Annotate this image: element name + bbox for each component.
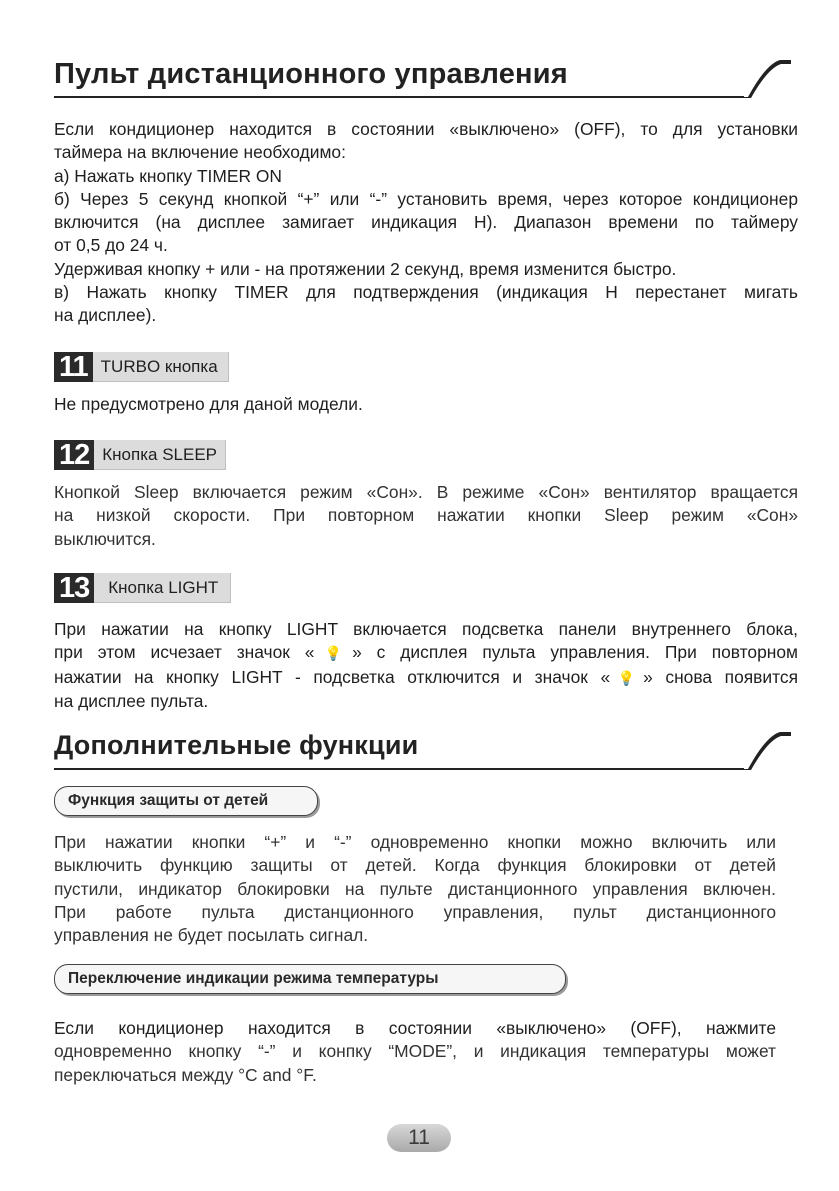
text-fragment: при этом исчезает значок «	[54, 642, 315, 663]
text-line: выключить функцию защиты от детей. Когда функция блокировки от детей	[54, 855, 776, 876]
section-title: Дополнительные функции	[54, 730, 419, 760]
item-label: Кнопка LIGHT	[94, 573, 231, 603]
text-fragment: » снова появится	[643, 666, 798, 687]
temp-switch-heading: Переключение индикации режима температуры	[54, 964, 566, 994]
text-line	[54, 666, 798, 690]
sleep-description	[54, 481, 798, 551]
section-swoosh-decoration	[736, 58, 792, 100]
text-line: Удерживая кнопку + или - на протяжении 2 секунд, время изменится быстро.	[54, 258, 677, 279]
text-line: в) Нажать кнопку TIMER для подтверждения (индикация H перестанет мигать	[54, 282, 798, 303]
text-line: пустили, индикатор блокировки на пульте дистанционного управления включен.	[54, 878, 776, 899]
text-line: б) Через 5 секунд кнопкой “+” или “-” установить время, через которое кондиционер	[54, 188, 798, 209]
child-lock-description	[54, 831, 776, 947]
text-line: Не предусмотрено для даной модели.	[54, 394, 363, 414]
item-number: 13	[54, 573, 94, 603]
item-label: Кнопка SLEEP	[94, 440, 226, 470]
text-line: При нажатии на кнопку LIGHT включается подсветка панели внутреннего блока,	[54, 619, 798, 639]
text-line: на дисплее пульта.	[54, 690, 209, 711]
item-number: 12	[54, 440, 94, 470]
item-number: 11	[54, 352, 93, 382]
text-line: на низкой скорости. При повторном нажатии кнопки Sleep режим «Сон»	[54, 505, 798, 526]
page-number: 11	[387, 1124, 451, 1152]
text-line: При работе пульта дистанционного управления, пульт дистанционного	[54, 901, 776, 922]
section-header-additional	[54, 730, 790, 770]
item-label: TURBO кнопка	[93, 352, 229, 382]
section-underline	[54, 96, 744, 98]
timer-instructions	[54, 118, 798, 328]
item-12-header	[54, 440, 226, 470]
text-line: от 0,5 до 24 ч.	[54, 235, 168, 256]
text-line: выключится.	[54, 528, 156, 549]
section-swoosh-decoration	[736, 730, 792, 772]
text-fragment: нажатии на кнопку LIGHT - подсветка отключится и значок «	[54, 666, 611, 687]
light-bulb-icon: 💡	[610, 669, 644, 686]
text-line: Если кондиционер находится в состоянии «выключено» (OFF), нажмите	[54, 1018, 776, 1038]
text-line: включится (на дисплее замигает индикация H). Диапазон времени по таймеру	[54, 212, 798, 233]
light-bulb-icon: 💡	[314, 645, 353, 662]
text-fragment: » с дисплея пульта управления. При повторном	[352, 642, 798, 663]
text-line: одновременно кнопку “-” и конпку “MODE”, и индикация температуры может	[54, 1041, 776, 1062]
text-line: переключаться между °С and °F.	[54, 1064, 317, 1085]
text-line: на дисплее).	[54, 305, 157, 326]
light-description	[54, 618, 798, 713]
section-header-remote	[54, 58, 790, 98]
item-13-header	[54, 573, 231, 603]
page-title: Пульт дистанционного управления	[54, 58, 568, 90]
text-line	[54, 641, 798, 665]
text-line: Если кондиционер находится в состоянии «выключено» (OFF), то для установки	[54, 119, 798, 139]
text-line: Кнопкой Sleep включается режим «Сон». В режиме «Сон» вентилятор вращается	[54, 482, 798, 502]
text-line: а) Нажать кнопку TIMER ON	[54, 165, 282, 186]
text-line: При нажатии кнопки “+” и “-” одновременно кнопки можно включить или	[54, 832, 776, 852]
text-line: управления не будет посылать сигнал.	[54, 925, 369, 946]
child-lock-heading: Функция защиты от детей	[54, 786, 318, 816]
item-11-header	[54, 352, 229, 382]
temp-switch-description	[54, 1017, 776, 1087]
turbo-description	[54, 393, 798, 416]
text-line: таймера на включение необходимо:	[54, 142, 346, 163]
section-underline	[54, 768, 744, 770]
